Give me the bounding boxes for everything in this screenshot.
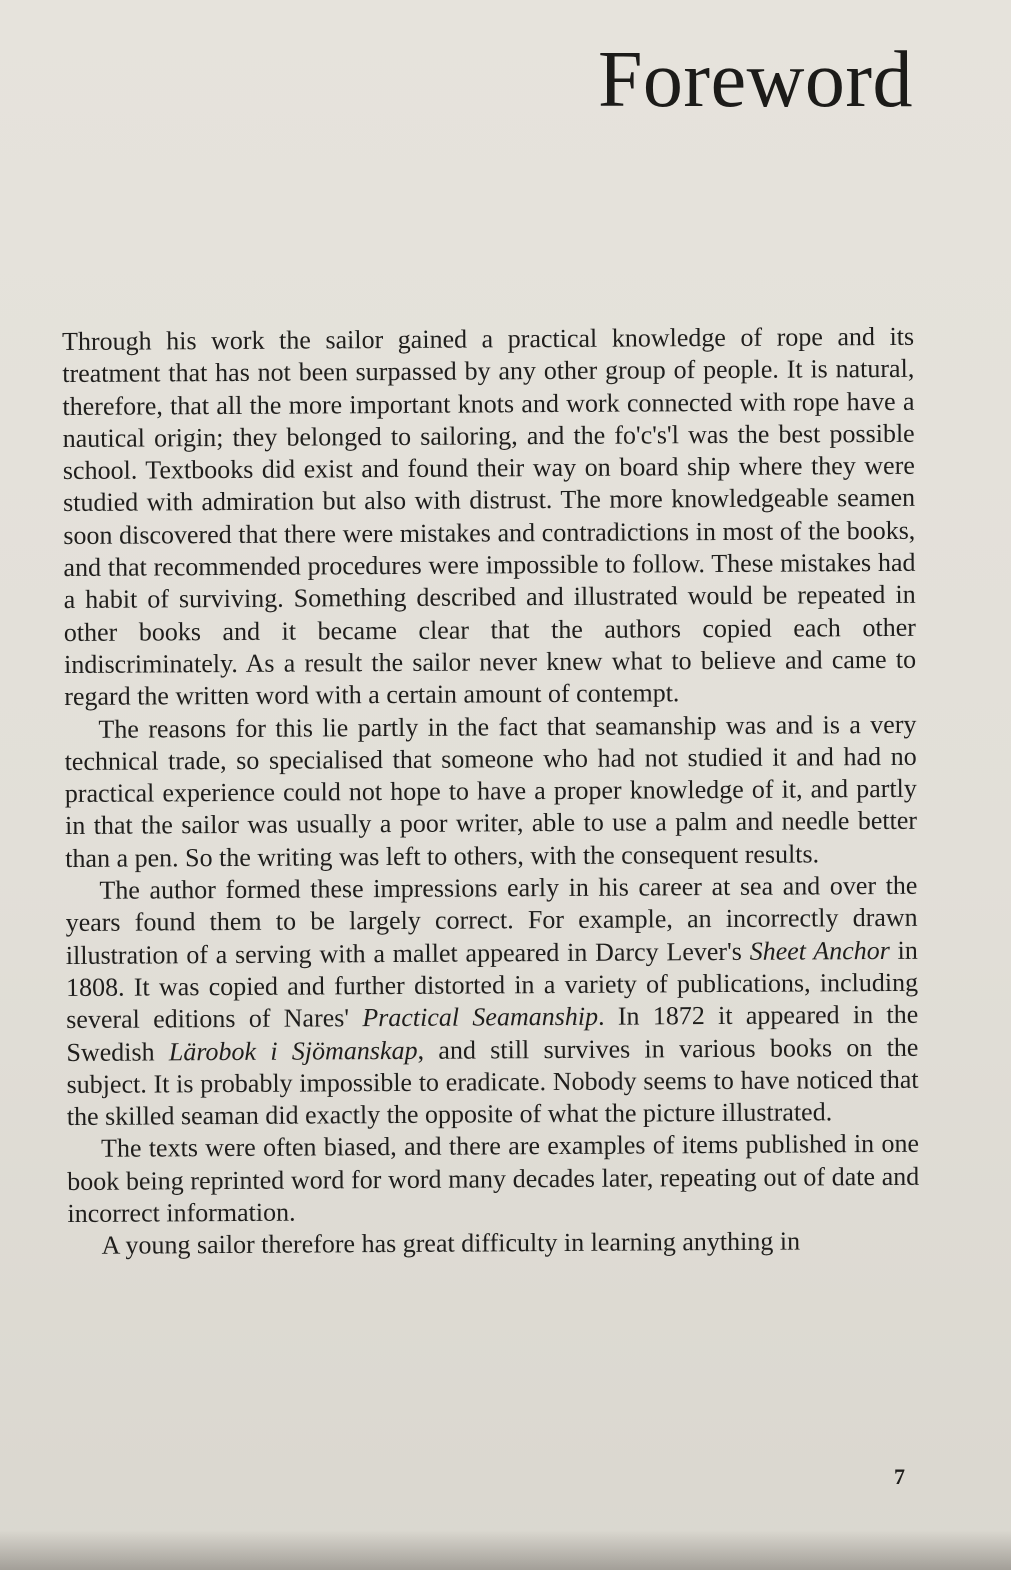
book-title-practical-seamanship: Practical Seamanship [362,1001,599,1033]
page-title: Foreword [597,36,913,124]
paragraph-2: The reasons for this lie partly in the fact that seamanship was and is a very technical trade, so specialised that someone who had not studied it and had no practical experience could not hope to have a proper knowledge of it, and partly in that the sailor was usually a poor writer, able to use a palm and needle better than a pen. So the writing was left to others, with the consequent results. [64,709,918,873]
page-edge-shadow [0,1530,1011,1570]
paragraph-3 [65,870,919,1134]
paragraph-3-text-b: in 1808. It was copied and further distorted in a variety of publications, including several editions of Nares' [65,935,919,1035]
book-title-sheet-anchor: Sheet Anchor [749,935,890,966]
paragraph-3-text-c: . In 1872 it appeared in the Swedish [66,1000,919,1067]
paragraph-3-text-a: The author formed these impressions early in his career at sea and over the years found them to be largely correct. For example, an incorrectly drawn illustration of a serving with a mallet appeared in Darcy Lever's [65,870,918,970]
paragraph-1: Through his work the sailor gained a practical knowledge of rope and its treatment that has not been surpassed by any other group of people. It is natural, therefore, that all the more important knots and work connected with rope have a nautical origin; they belonged to sailoring, and the fo'c's'l was the best possible school. Textbooks did exist and found their way on board ship where they were studied with admiration but also with distrust. The more knowledgeable seamen soon discovered that there were mistakes and contradictions in most of the books, and that recommended procedures were impossible to follow. These mistakes had a habit of surviving. Something described and illustrated would be repeated in other books and it became clear that the authors copied each other indiscriminately. As a result the sailor never knew what to believe and came to regard the written word with a certain amount of contempt. [62,321,917,712]
book-title-larobok: Lärobok i Sjömanskap [168,1035,418,1066]
paragraph-5: A young sailor therefore has great difficulty in learning anything in [101,1226,801,1261]
paragraph-3-text-d: , and still survives in various books on the subject. It is probably impossible to eradicate. Nobody seems to have noticed that the skilled seaman did exactly the opposite of what the picture illustrated. [66,1032,919,1132]
paragraph-4: The texts were often biased, and there are examples of items published in one book being reprinted word for word many decades later, repeating out of date and incorrect information. [67,1129,920,1228]
foreword-body [62,321,920,1263]
page-number: 7 [894,1464,905,1489]
